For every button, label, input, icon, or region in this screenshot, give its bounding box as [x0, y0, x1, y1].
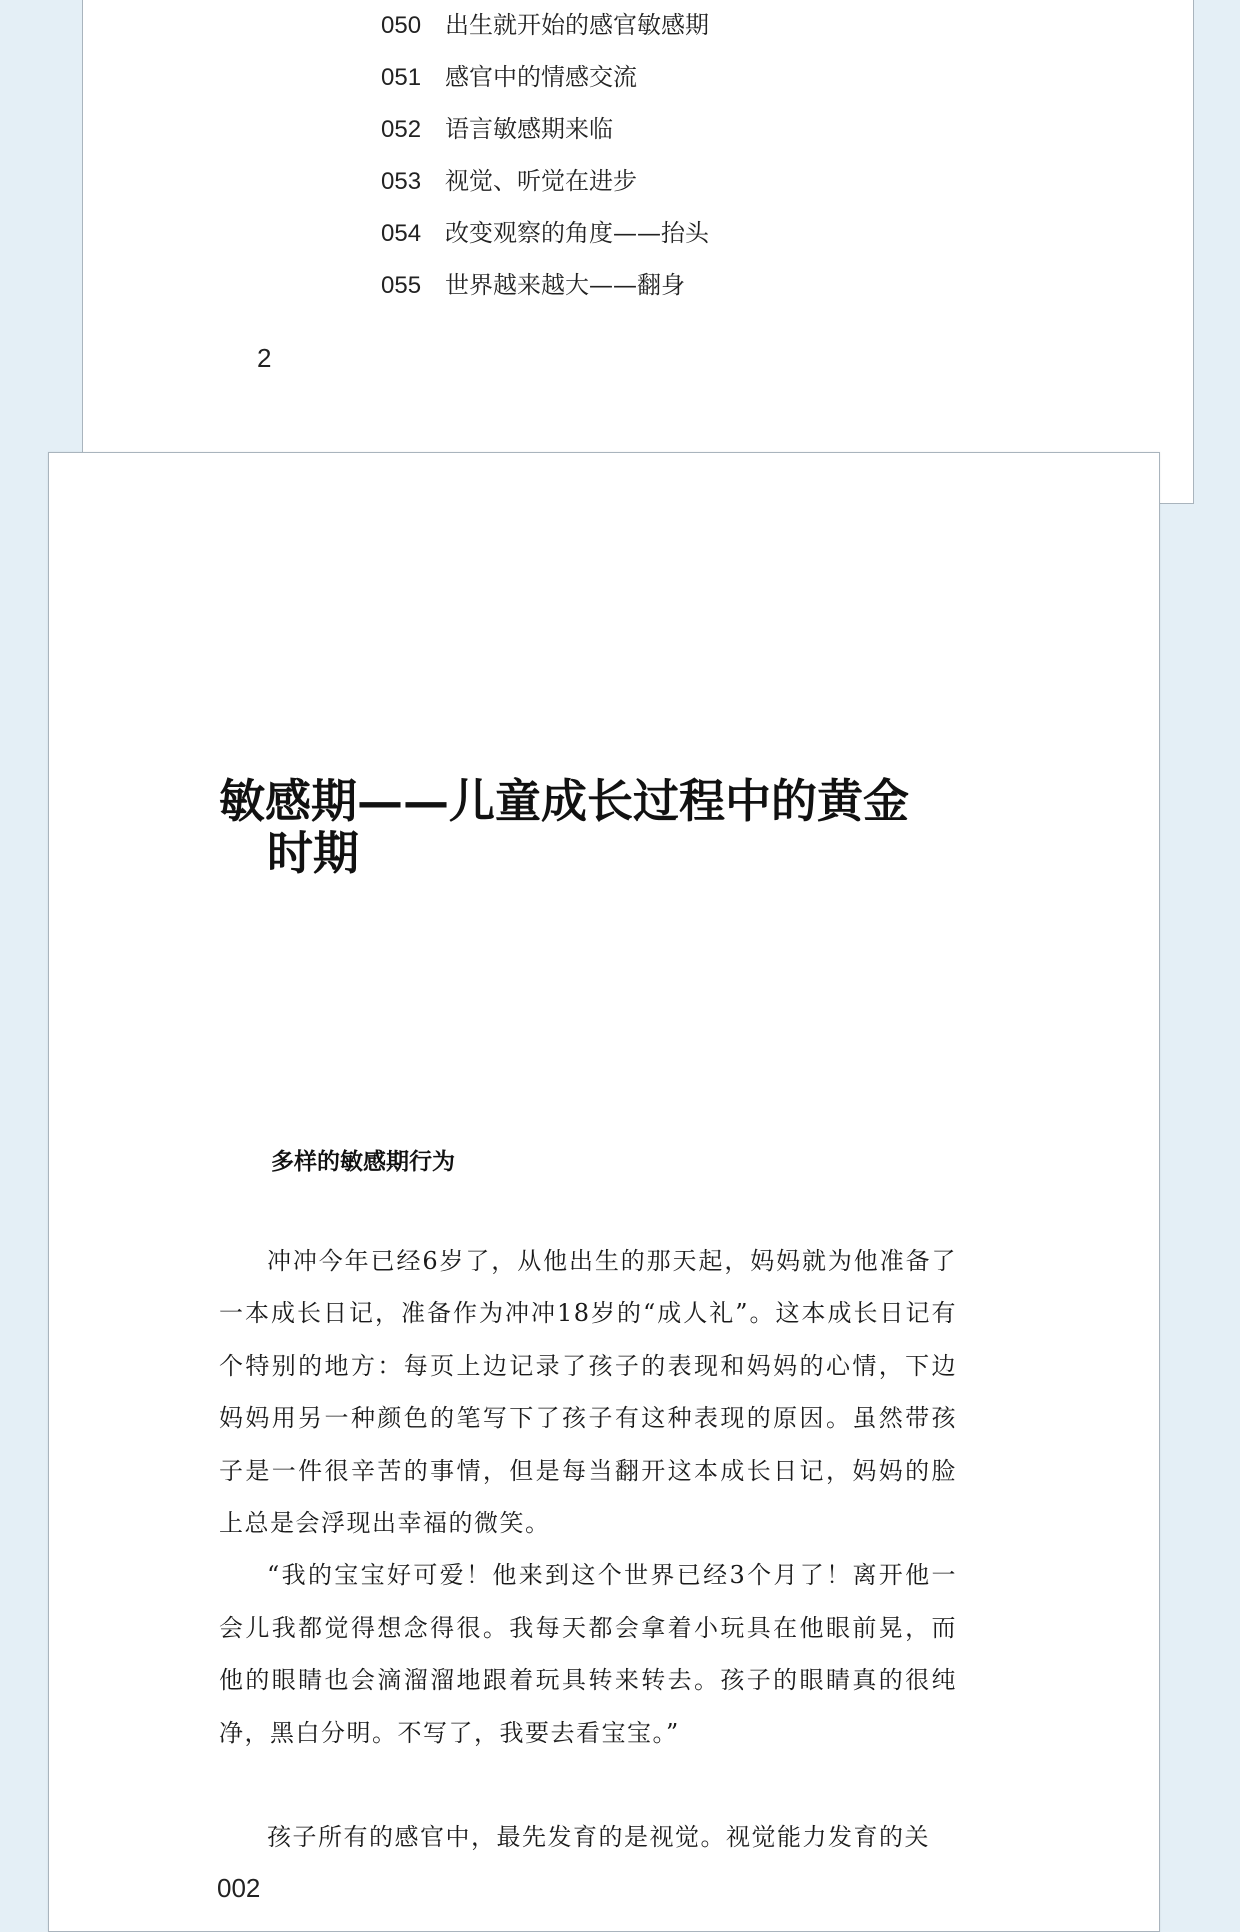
- toc-entry-title: 感官中的情感交流: [445, 63, 637, 91]
- paragraph: 冲冲今年已经6岁了，从他出生的那天起，妈妈就为他准备了一本成长日记，准备作为冲冲18岁的“成人礼”。这本成长日记有个特别的地方：每页上边记录了孩子的表现和妈妈的心情，下边妈妈用另一种颜色的笔写下了孩子有这种表现的原因。虽然带孩子是一件很辛苦的事情，但是每当翻开这本成长日记，妈妈的脸上总是会浮现出幸福的微笑。: [219, 1247, 957, 1538]
- toc-entry-number: 052: [381, 116, 422, 143]
- toc-entry-number: 053: [381, 168, 422, 195]
- toc-entry-number: 054: [381, 220, 422, 247]
- chapter-title-line: 时期: [267, 826, 359, 880]
- toc-entry[interactable]: [381, 267, 709, 319]
- toc-entry[interactable]: [381, 215, 709, 267]
- toc-entry-title: 语言敏感期来临: [445, 115, 613, 143]
- current-page: [48, 452, 1160, 1932]
- chapter-title: [219, 775, 979, 879]
- toc-entry-title: 改变观察的角度——抬头: [445, 219, 709, 247]
- toc-entry-title: 出生就开始的感官敏感期: [445, 11, 709, 39]
- toc-entry-title: 世界越来越大——翻身: [445, 271, 685, 299]
- toc-entry-title: 视觉、听觉在进步: [445, 167, 637, 195]
- toc-entry-number: 051: [381, 64, 422, 91]
- paragraph: 孩子所有的感官中，最先发育的是视觉。视觉能力发育的关: [267, 1823, 930, 1852]
- toc-entry[interactable]: [381, 59, 709, 111]
- toc-entry-number: 055: [381, 272, 422, 299]
- toc-entry[interactable]: [381, 111, 709, 163]
- previous-page: [82, 0, 1194, 504]
- body-text: [219, 1235, 957, 1863]
- toc-entry[interactable]: [381, 7, 709, 59]
- chapter-title-line: 敏感期——儿童成长过程中的黄金: [219, 774, 909, 828]
- page-number: 2: [257, 343, 272, 373]
- section-heading: 多样的敏感期行为: [271, 1148, 455, 1175]
- paragraph: “我的宝宝好可爱！他来到这个世界已经3个月了！离开他一会儿我都觉得想念得很。我每天都会拿着小玩具在他眼前晃，而他的眼睛也会滴溜溜地跟着玩具转来转去。孩子的眼睛真的很纯净，黑白分明。不写了，我要去看宝宝。”: [219, 1561, 957, 1747]
- toc-entry[interactable]: [381, 163, 709, 215]
- table-of-contents: [381, 7, 709, 319]
- page-number: 002: [217, 1873, 261, 1903]
- toc-entry-number: 050: [381, 12, 422, 39]
